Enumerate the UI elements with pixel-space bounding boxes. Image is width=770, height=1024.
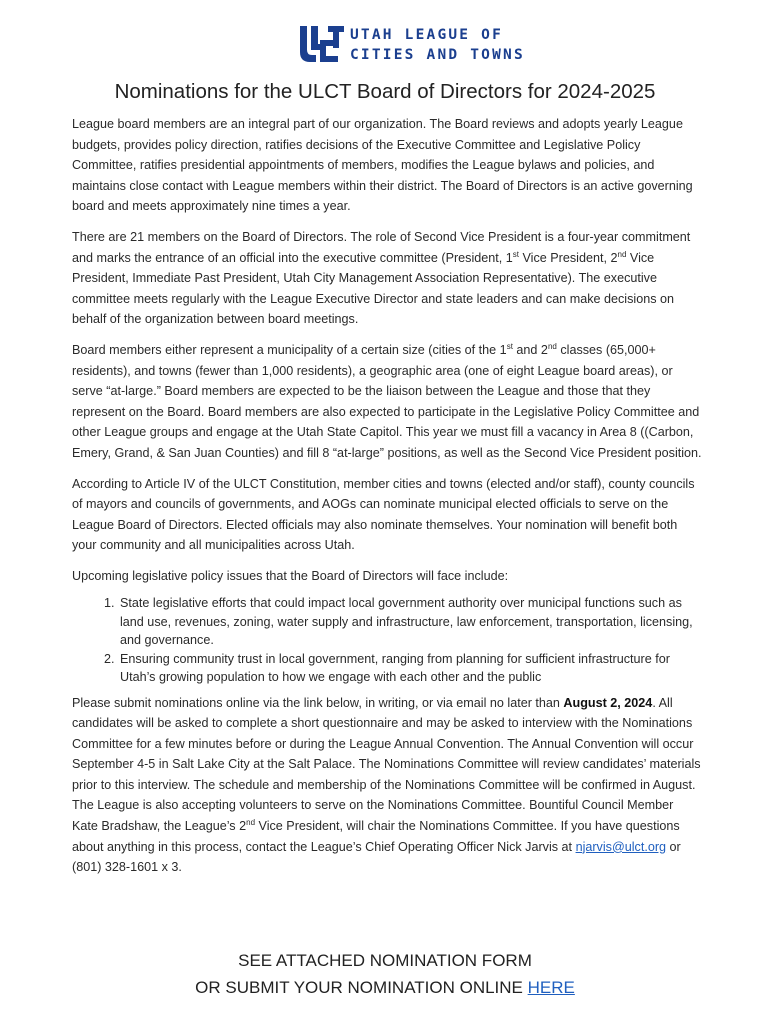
issues-list	[72, 594, 702, 686]
paragraph-representation: Board members either represent a municipality of a certain size (cities of the 1st and 2nd classes (65,000+ residents), and towns (fewer than 1,000 residents), a geographic area (one of eight League board areas), or serve “at-large.” Board members are expected to be the liaison between the League and those that they represent on the Board. Board members are also expected to participate in the Legislative Policy Committee and other League groups and engage at the Utah State Capitol. This year we must fill a vacancy in Area 8 ((Carbon, Emery, Grand, & San Juan Counties) and fill 8 “at-large” positions, as well as the Second Vice President position.	[72, 341, 702, 460]
call-to-action	[0, 947, 770, 1001]
logo-line-2: CITIES AND TOWNS	[350, 47, 525, 63]
cta-line-2: OR SUBMIT YOUR NOMINATION ONLINE HERE	[195, 978, 575, 997]
logo-wordmark	[350, 25, 525, 65]
document-body	[72, 114, 702, 888]
ulct-logo-mark	[298, 24, 346, 66]
paragraph-eligibility: According to Article IV of the ULCT Constitution, member cities and towns (elected and/or staff), county councils of mayors and councils of governments, and AOGs can nominate municipal elected officials to serve on the League Board of Directors. Elected officials may also nominate themselves. Your nomination will benefit both your community and all municipalities across Utah.	[72, 476, 695, 553]
ulct-logo	[298, 24, 525, 68]
email-link[interactable]: njarvis@ulct.org	[575, 839, 667, 854]
submit-online-link[interactable]: HERE	[527, 978, 575, 997]
logo-line-1: UTAH LEAGUE OF	[350, 27, 504, 43]
cta-line-1: SEE ATTACHED NOMINATION FORM	[238, 951, 532, 970]
list-item: 2. Ensuring community trust in local government, ranging from planning for sufficient infrastructure for Utah’s growing population to how we engage with each other and the public	[118, 650, 702, 687]
paragraph-issues-intro: Upcoming legislative policy issues that the Board of Directors will face include:	[72, 568, 509, 583]
paragraph-membership: There are 21 members on the Board of Directors. The role of Second Vice President is a four-year commitment and marks the entrance of an official into the executive committee (President, 1st Vice President, 2nd Vice President, Immediate Past President, Utah City Management Association Representative). The executive committee meets regularly with the League Executive Director and state leaders and can make decisions on behalf of the organization between board meetings.	[72, 229, 691, 327]
list-item: 1. State legislative efforts that could impact local government authority over municipal functions such as land use, revenues, zoning, water supply and infrastructure, law enforcement, transportation, licensing, and governance.	[118, 594, 702, 649]
document-title: Nominations for the ULCT Board of Directors for 2024-2025	[114, 80, 656, 103]
paragraph-submission: Please submit nominations online via the link below, in writing, or via email no later than August 2, 2024. All candidates will be asked to complete a short questionnaire and may be asked to interview with the Nominations Committee for a few minutes before or during the League Annual Convention. The Annual Convention will occur September 4-5 in Salt Lake City at the Salt Palace. The Nominations Committee will review candidates’ materials prior to this interview. The schedule and membership of the Nominations Committee will be confirmed in August. The League is also accepting volunteers to serve on the Nominations Committee. Bountiful Council Member Kate Bradshaw, the League’s 2nd Vice President, will chair the Nominations Committee. If you have questions about anything in this process, contact the League’s Chief Operating Officer Nick Jarvis at njarvis@ulct.org or (801) 328-1601 x 3.	[72, 695, 701, 875]
paragraph-board-role: League board members are an integral part of our organization. The Board reviews and adopts yearly League budgets, provides policy direction, ratifies decisions of the Executive Committee and Legislative Policy Committee, ratifies presidential appointments of members, modifies the League bylaws and policies, and maintains close contact with League members within their district. The Board of Directors is an active governing board and meets approximately nine times a year.	[72, 117, 693, 214]
deadline-date: August 2, 2024	[563, 695, 653, 710]
